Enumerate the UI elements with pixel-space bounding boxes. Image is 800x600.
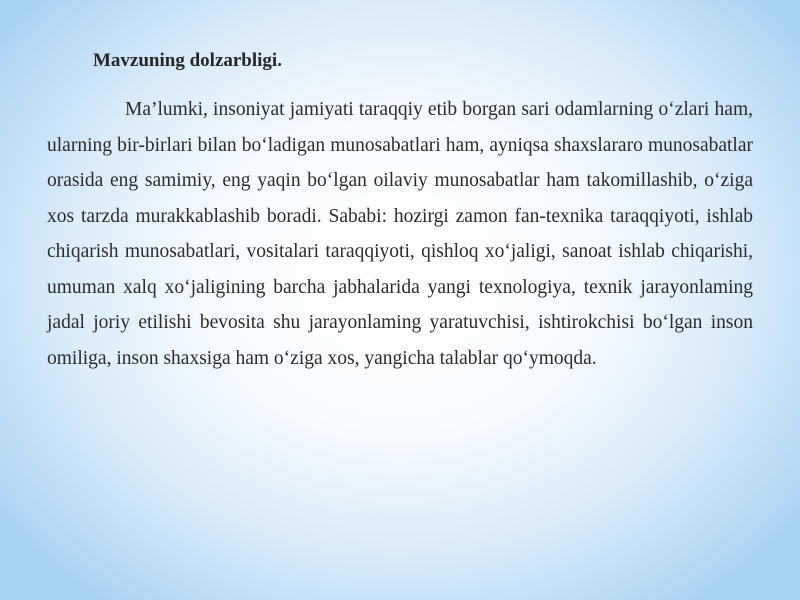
slide-paragraph: Ma’lumki, insoniyat jamiyati taraqqiy etib borgan sari odamlarning o‘zlari ham, ularning bir-birlari bilan bo‘ladigan munosabatlari ham, ayniqsa shaxslararo munosabatlar orasida eng samimiy, eng yaqin bo‘lgan oilaviy munosabatlar ham takomillashib, o‘ziga xos tarzda murakkablashib boradi. Sababi: hozirgi zamon fan-texnika taraqqiyoti, ishlab chiqarish munosabatlari, vositalari taraqqiyoti, qishloq xo‘jaligi, sanoat ishlab chiqarishi, umuman xalq xo‘jaligining barcha jabhalarida yangi texnologiya, texnik jarayonlaming jadal joriy etilishi bevosita shu jarayonlaming yaratuvchisi, ishtirokchisi bo‘lgan inson omiliga, inson shaxsiga ham o‘ziga xos, yangicha talablar qo‘ymoqda. (47, 99, 753, 369)
slide-heading: Mavzuning dolzarbligi. (93, 50, 282, 71)
